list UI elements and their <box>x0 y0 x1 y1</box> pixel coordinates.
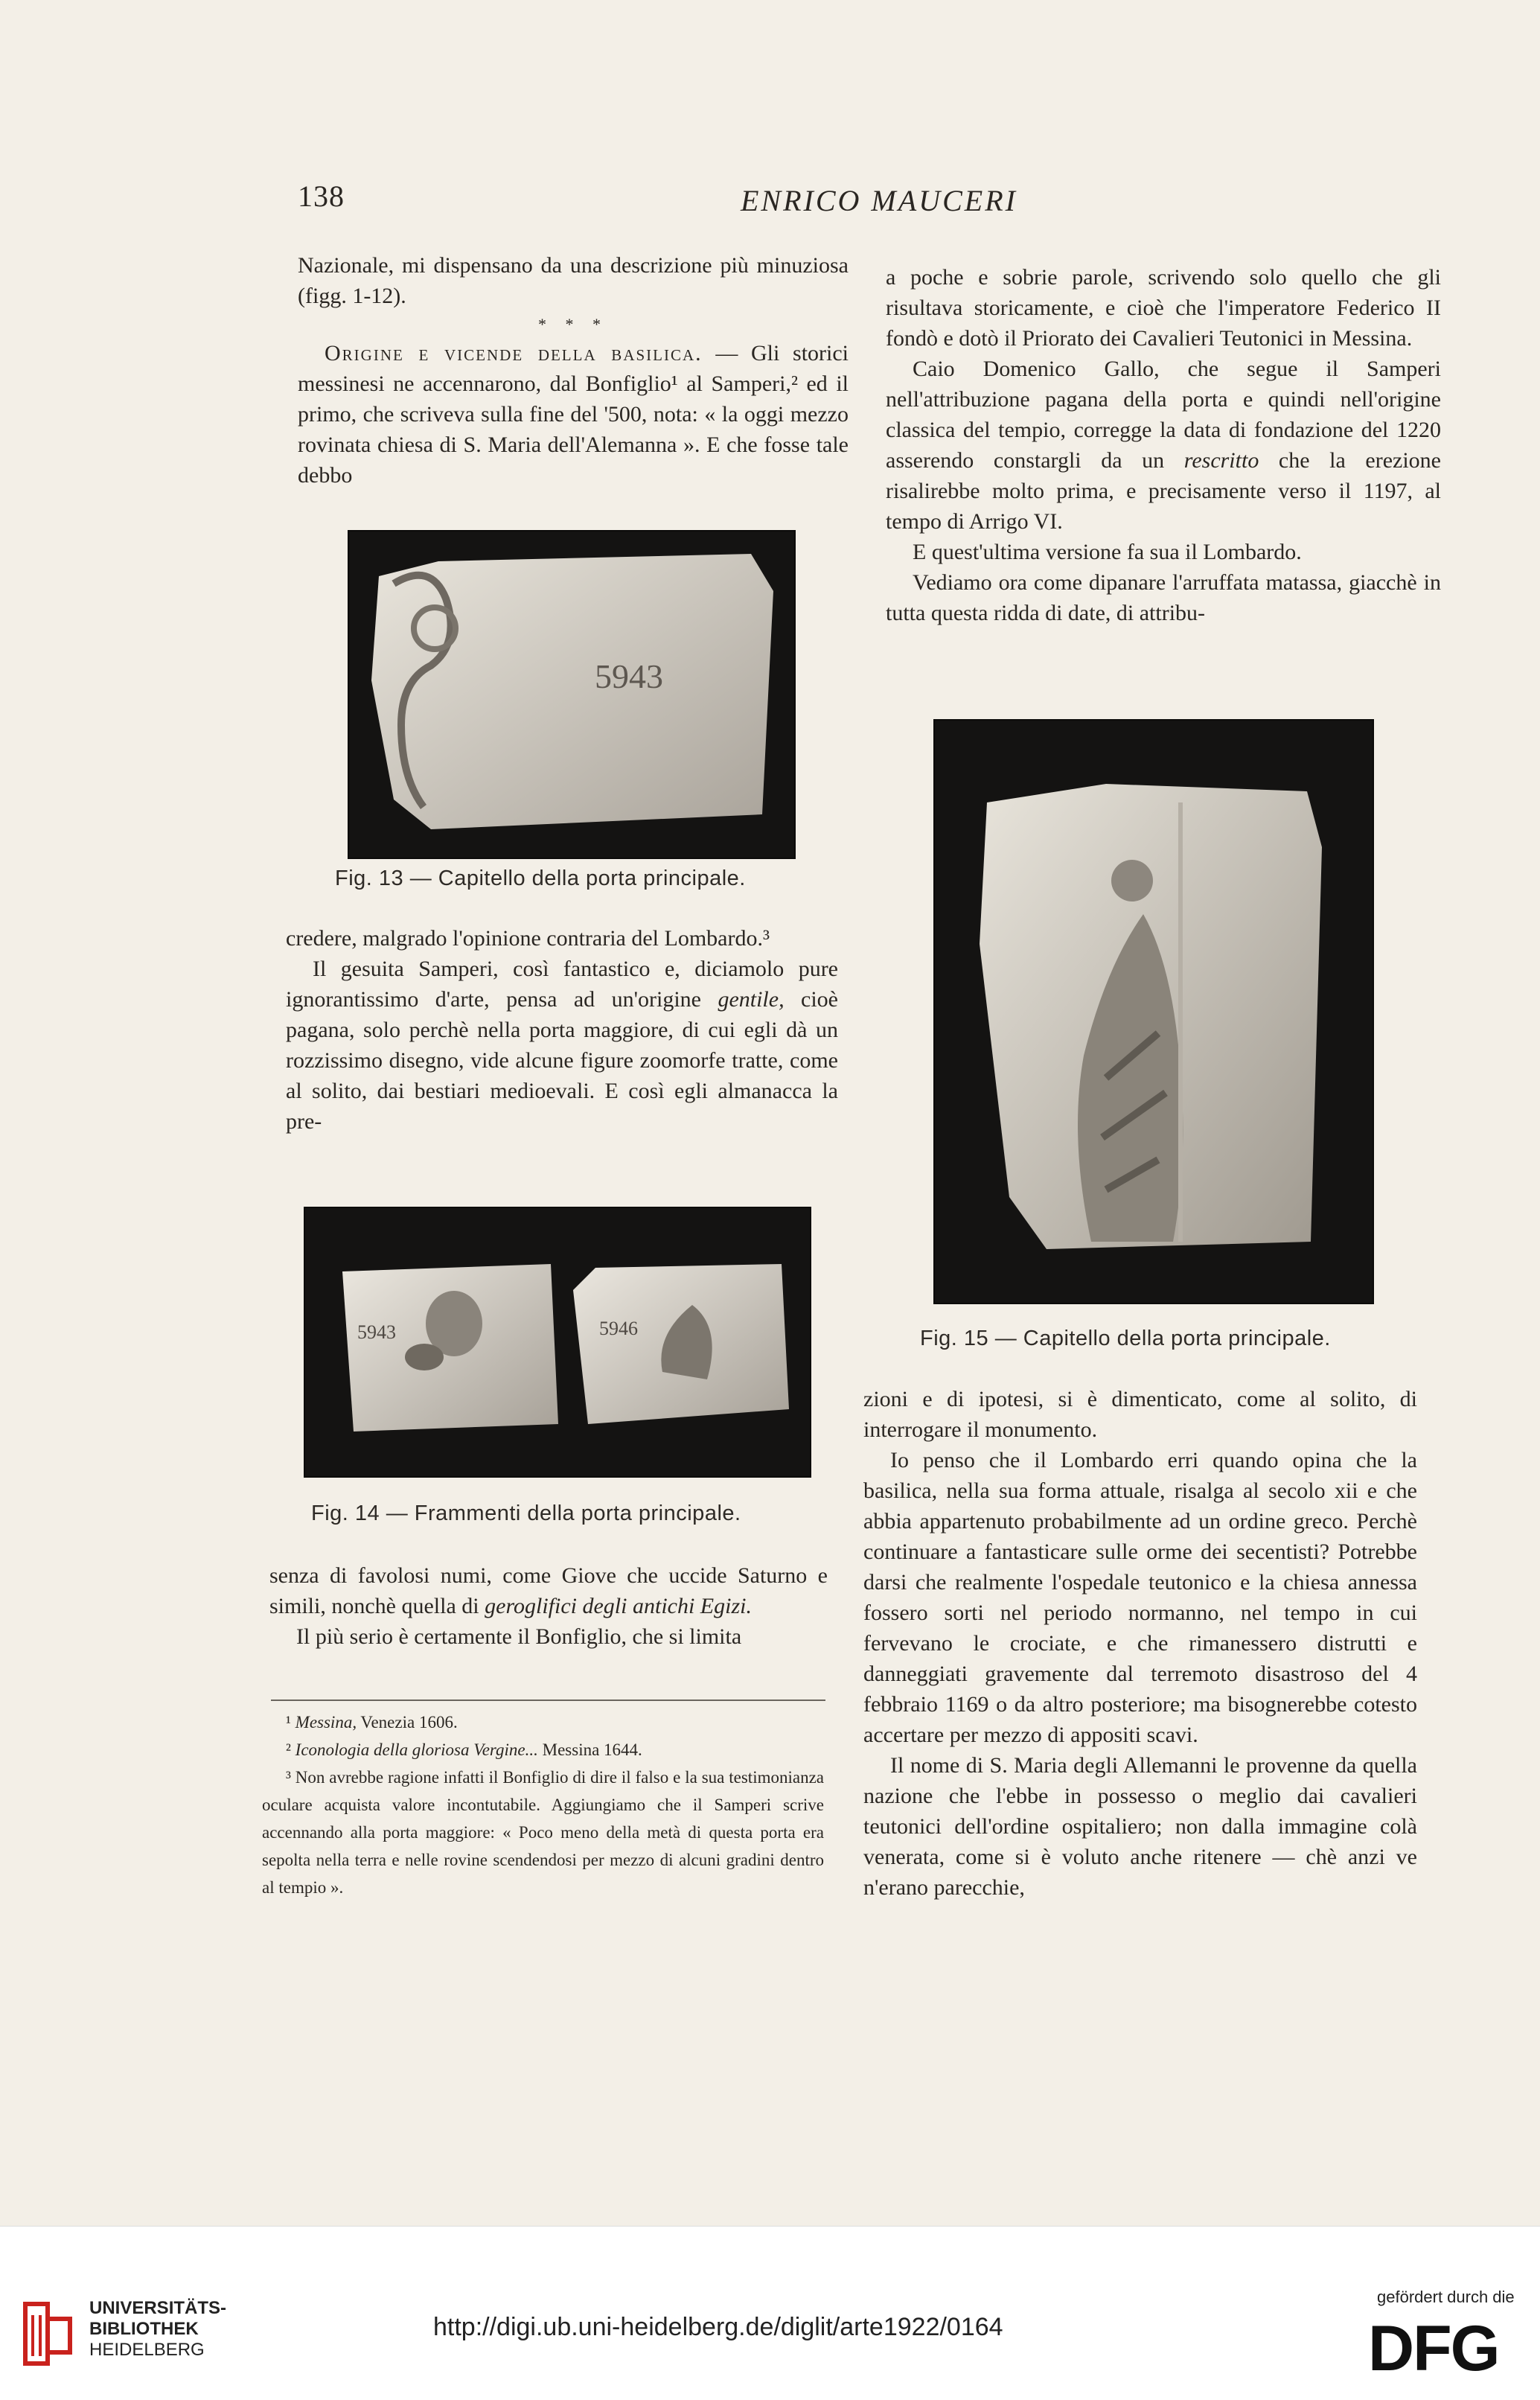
figure-13-photo <box>348 530 796 859</box>
paragraph <box>886 262 1441 354</box>
dfg-logo: DFG <box>1368 2313 1499 2384</box>
paragraph-text: a poche e sobrie parole, scrivendo solo quello che gli risultava storicamente, e cioè che l'imperatore Federico II fondò e dotò il Priorato dei Cavalieri Teutonici in Messina. <box>886 265 1441 351</box>
footnote <box>262 1764 824 1901</box>
italic-term: geroglifici degli antichi Egizi. <box>485 1594 752 1618</box>
paragraph-text: che la erezione risalirebbe molto prima, e precisamente verso il 1197, al tempo di Arrigo VI. <box>886 448 1441 534</box>
paragraph-text: Io penso che il Lombardo erri quando opina che la basilica, nella sua forma attuale, risalga al secolo xii e che abbia appartenuto probabilmente ad un ordine greco. Perchè continuare a fantasticare sulle orme dei secentisti? Potrebbe darsi che realmente l'ospedale teutonico e la chiesa annessa fossero sorti nel periodo normanno, nel tempo in cui fervevano le crociate, e che rimanessero distrutti e danneggiati gravemente dal terremoto disastroso del 4 febbraio 1169 o da altro posteriore; ma bisognerebbe cotesto accertare per mezzo di appositi scavi. <box>863 1448 1417 1747</box>
running-title: ENRICO MAUCERI <box>741 184 1017 217</box>
library-logo-icon <box>18 2297 77 2371</box>
paragraph <box>886 537 1441 567</box>
right-column-top <box>886 262 1441 628</box>
paragraph <box>886 567 1441 628</box>
paragraph-text: Caio Domenico Gallo, che segue il Samperi nell'attribuzione pagana della porta e quindi nell'origine classica del tempio, corregge la data di fondazione del 1220 asserendo constargli da un <box>886 357 1441 473</box>
paragraph-text: Vediamo ora come dipanare l'arruffata matassa, giacchè in tutta questa ridda di date, di attribu- <box>886 570 1441 625</box>
paragraph-text: E quest'ultima versione fa sua il Lombardo. <box>913 540 1302 564</box>
right-column-bottom <box>863 1384 1417 1903</box>
library-name-line: UNIVERSITÄTS- <box>89 2298 227 2318</box>
italic-term: rescritto <box>1183 448 1259 473</box>
paragraph <box>863 1384 1417 1445</box>
figure-13-caption: Fig. 13 — Capitello della porta principale. <box>335 867 746 890</box>
footnote-text: Venezia 1606. <box>357 1713 458 1732</box>
stone-inscription: 5943 <box>357 1321 396 1343</box>
figure-14-photo <box>304 1207 811 1478</box>
paragraph <box>298 250 849 311</box>
paragraph <box>286 954 838 1137</box>
paragraph-text: credere, malgrado l'opinione contraria del Lombardo.³ <box>286 926 770 951</box>
footnote-title: Messina, <box>295 1713 357 1732</box>
section-heading: Origine e vicende della basilica. <box>325 341 703 366</box>
footnote <box>262 1736 824 1764</box>
left-column-bottom <box>269 1560 828 1652</box>
paragraph-text: Nazionale, mi dispensano da una descrizione più minuziosa (figg. 1-12). <box>298 253 849 308</box>
capital-image <box>935 721 1373 1303</box>
library-name-line: BIBLIOTHEK <box>89 2319 199 2339</box>
paragraph-text: senza di favolosi numi, come Giove che uccide Saturno e simili, nonchè quella di <box>269 1563 828 1618</box>
figure-15-photo <box>933 719 1374 1304</box>
paragraph-text: Il gesuita Samperi, così fantastico e, diciamolo pure ignorantissimo d'arte, pensa ad un'origine <box>286 957 838 1012</box>
page-number: 138 <box>298 179 345 213</box>
paragraph <box>269 1621 828 1652</box>
stone-inscription: 5946 <box>599 1318 638 1339</box>
permalink-url[interactable]: http://digi.ub.uni-heidelberg.de/diglit/arte1922/0164 <box>433 2313 1003 2341</box>
footnotes <box>262 1708 824 1901</box>
section-separator: * * * <box>538 315 608 333</box>
capital-fragment-image <box>349 532 794 858</box>
paragraph-text: zioni e di ipotesi, si è dimenticato, come al solito, di interrogare il monumento. <box>863 1387 1417 1442</box>
door-fragments-image <box>305 1208 810 1476</box>
paragraph <box>298 338 849 491</box>
footnote-text: Messina 1644. <box>537 1740 642 1759</box>
footnote-text: ³ Non avrebbe ragione infatti il Bonfiglio di dire il falso e la sua testimonianza oculare acquista valore incontutabile. Aggiungiamo che il Samperi scrive accennando alla porta maggiore: « Poco meno della metà di questa porta era sepolta nella terra e nelle rovine scendendosi per mezzo di alcuni gradini dentro al tempio ». <box>262 1768 824 1897</box>
footnote-title: Iconologia della gloriosa Vergine... <box>295 1740 538 1759</box>
paragraph-text: Il più serio è certamente il Bonfiglio, che si limita <box>296 1624 742 1649</box>
library-name-line: HEIDELBERG <box>89 2340 205 2360</box>
footnote-rule <box>271 1700 825 1701</box>
funder-label: gefördert durch die <box>1377 2288 1515 2306</box>
paragraph <box>269 1560 828 1621</box>
footnote-mark: ¹ <box>286 1713 291 1732</box>
footnote-mark: ² <box>286 1740 291 1759</box>
paragraph-text: Il nome di S. Maria degli Allemanni le provenne da quella nazione che l'ebbe in possesso o meglio dai cavalieri teutonici dell'ordine ospitaliero; non dalla immagine colà venerata, come si è voluto anche ritenere — chè anzi ve n'erano parecchie, <box>863 1753 1417 1900</box>
library-name <box>89 2298 226 2361</box>
paragraph-text: — Gli storici messinesi ne accennarono, dal Bonfiglio¹ al Samperi,² ed il primo, che scriveva sulla fine del '500, nota: « la oggi mezzo rovinata chiesa di S. Maria dell'Alemanna ». E che fosse tale debbo <box>298 341 849 488</box>
left-column-middle <box>286 923 838 1137</box>
stone-inscription: 5943 <box>595 657 663 695</box>
figure-15-caption: Fig. 15 — Capitello della porta principale. <box>920 1327 1331 1350</box>
figure-14-caption: Fig. 14 — Frammenti della porta principale. <box>311 1501 741 1525</box>
paragraph <box>863 1445 1417 1750</box>
paragraph-text: cioè pagana, solo perchè nella porta maggiore, di cui egli dà un rozzissimo disegno, vide alcune figure zoomorfe tratte, come al solito, dai bestiari medioevali. E così egli almanacca la pre- <box>286 987 838 1134</box>
footnote <box>262 1708 824 1736</box>
left-column-top <box>298 250 849 491</box>
paragraph <box>863 1750 1417 1903</box>
paragraph <box>886 354 1441 537</box>
italic-term: gentile, <box>718 987 785 1012</box>
paragraph <box>286 923 838 954</box>
